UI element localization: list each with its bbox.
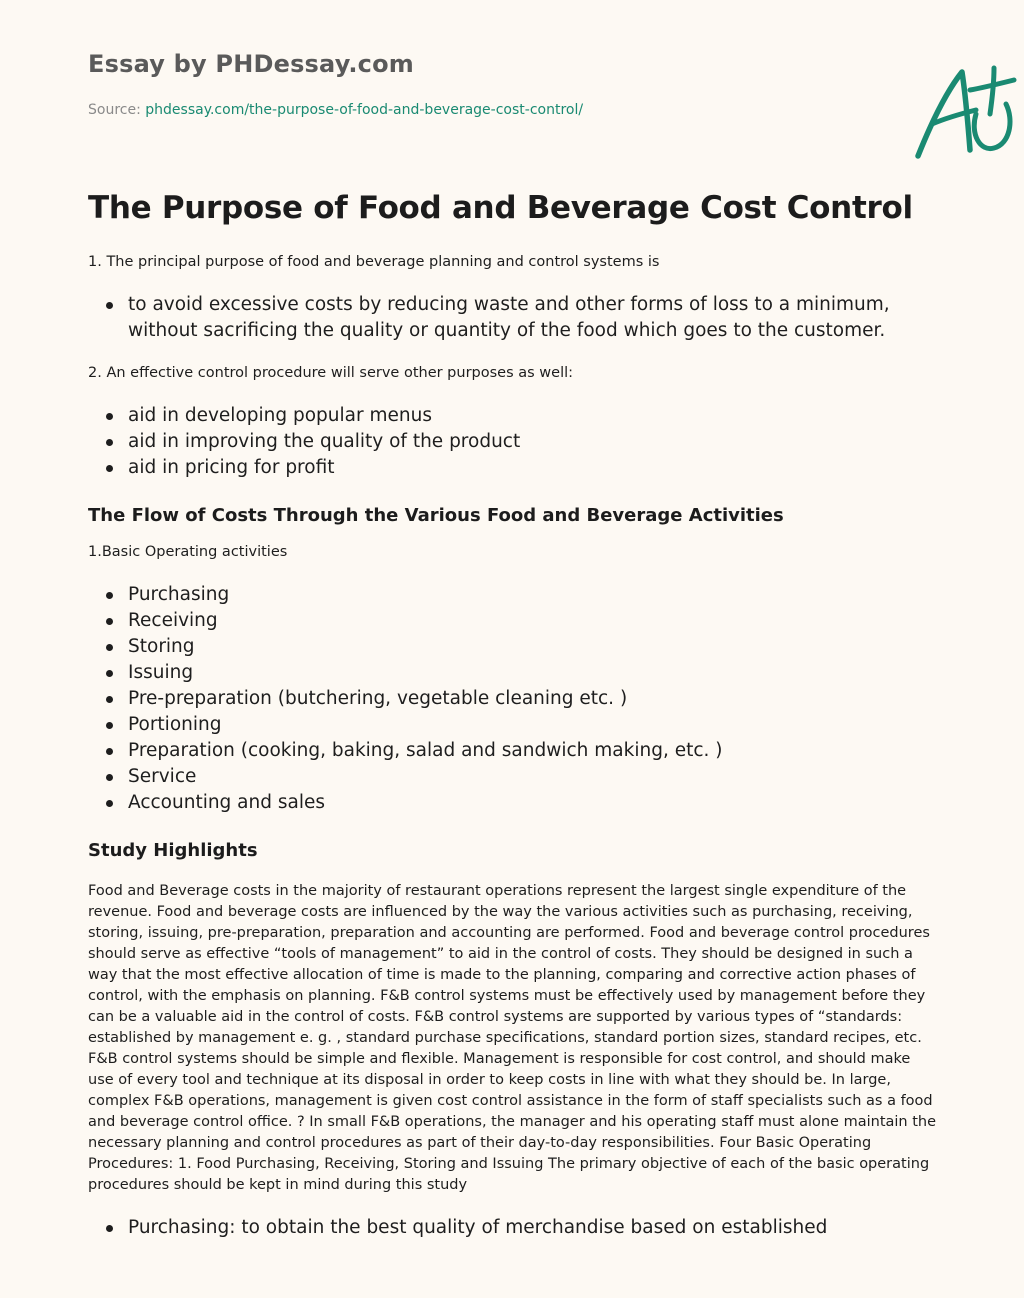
list-item: Purchasing [88,582,938,608]
list-item: Receiving [88,608,938,634]
operating-activities-list [88,582,938,816]
site-title[interactable]: Essay by PHDessay.com [88,50,414,78]
source-line [88,102,583,118]
list-item: Issuing [88,660,938,686]
section-heading-flow: The Flow of Costs Through the Various Food and Beverage Activities [88,505,784,526]
list-item: aid in improving the quality of the product [88,429,938,455]
a-plus-logo-icon [910,64,1018,164]
list-item: Pre-preparation (butchering, vegetable cleaning etc. ) [88,686,938,712]
study-highlights-text: Food and Beverage costs in the majority of restaurant operations represent the largest single expenditure of the revenue. Food and beverage costs are influenced by the way the various activities such as purchasing, receiving, storing, issuing, pre-preparation, preparation and accounting are performed. Food and beverage control procedures should serve as effective “tools of management” to aid in the control of costs. They should be designed in such a way that the most effective allocation of time is made to the planning, comparing and corrective action phases of control, with the emphasis on planning. F&B control systems must be effectively used by management before they can be a valuable aid in the control of costs. F&B control systems are supported by various types of “standards: established by management e. g. , standard purchase specifications, standard portion sizes, standard recipes, etc. F&B control systems should be simple and flexible. Management is responsible for cost control, and should make use of every tool and technique at its disposal in order to keep costs in line with what they should be. In large, complex F&B operations, management is given cost control assistance in the form of staff specialists such as a food and beverage control office. ? In small F&B operations, the manager and his operating staff must alone maintain the necessary planning and control procedures as part of their day-to-day responsibilities. Four Basic Operating Procedures: 1. Food Purchasing, Receiving, Storing and Issuing The primary objective of each of the basic operating procedures should be kept in mind during this study [88,883,937,1193]
list-item: Accounting and sales [88,790,938,816]
list-item: aid in pricing for profit [88,455,938,481]
list-item: to avoid excessive costs by reducing waste and other forms of loss to a minimum, without sacrificing the quality or quantity of the food which goes to the customer. [88,292,938,344]
article-body [88,252,938,1241]
source-label: Source: [88,102,141,118]
list-item: Purchasing: to obtain the best quality of merchandise based on established [88,1215,938,1241]
list-item: Portioning [88,712,938,738]
article-title: The Purpose of Food and Beverage Cost Control [88,190,913,226]
paragraph-3: 1.Basic Operating activities [88,544,288,560]
list-item: Service [88,764,938,790]
paragraph-1: 1. The principal purpose of food and beverage planning and control systems is [88,254,660,270]
list-item: Preparation (cooking, baking, salad and sandwich making, etc. ) [88,738,938,764]
paragraph-2: 2. An effective control procedure will serve other purposes as well: [88,365,574,381]
list-item: Storing [88,634,938,660]
section-heading-study: Study Highlights [88,840,258,861]
source-link[interactable]: phdessay.com/the-purpose-of-food-and-beverage-cost-control/ [145,102,584,118]
purpose-list [88,292,938,344]
list-item: aid in developing popular menus [88,403,938,429]
procedures-list [88,1215,938,1241]
other-purposes-list [88,403,938,481]
